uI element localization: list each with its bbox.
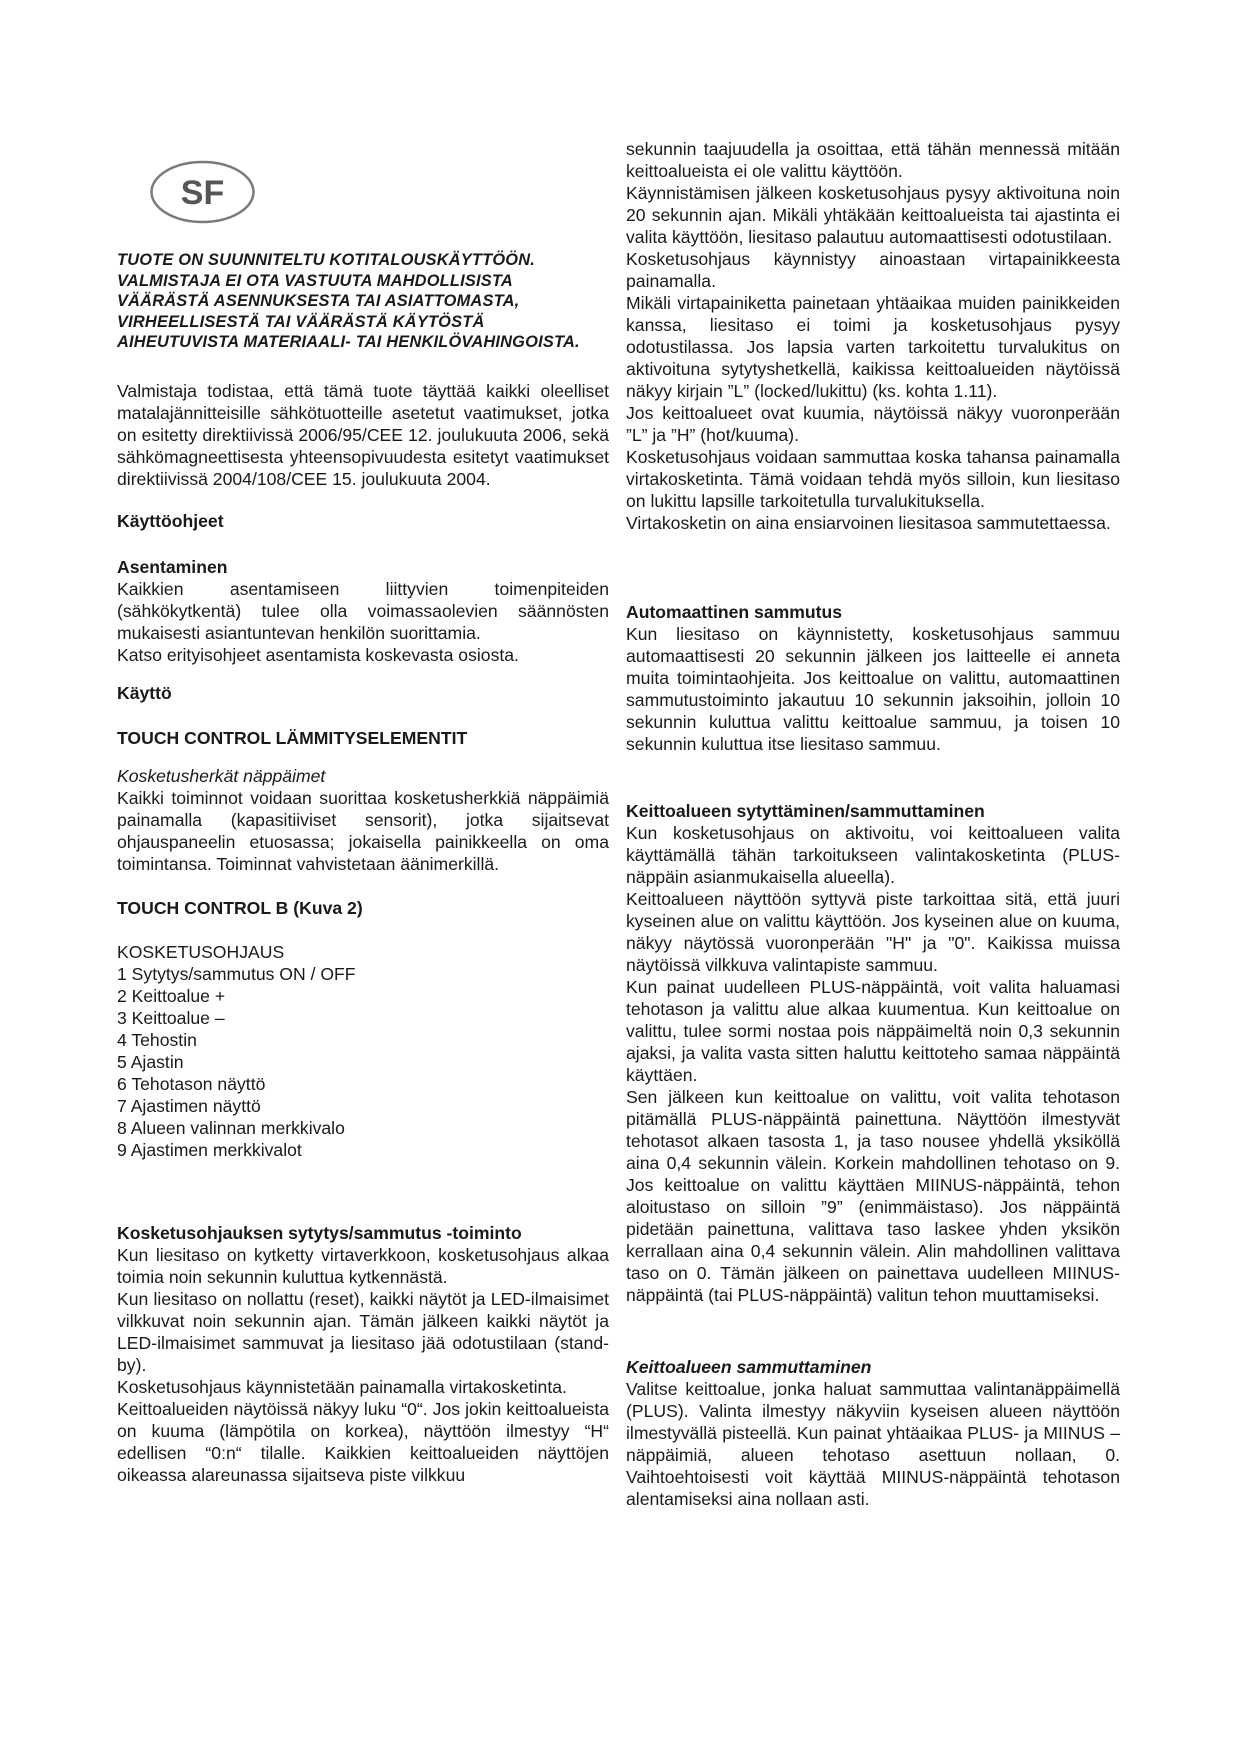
onoff-paragraph-4: Keittoalueiden näytöissä näkyy luku “0“. Jos jokin keittoalueista on kuuma (lämpötila on korkea), näyttöön ilmestyy “H“ edellisen “0:n“ tilalle. Kaikkien keittoalueiden näyttöjen oikeassa alareunassa sijaitseva piste vilkkuu (117, 1399, 609, 1485)
heading-onoff: Kosketusohjauksen sytytys/sammutus -toiminto (117, 1223, 522, 1243)
heading-zone-off: Keittoalueen sammuttaminen (626, 1357, 872, 1377)
zone-off-text: Valitse keittoalue, jonka haluat sammuttaa valintanäppäimellä (PLUS). Valinta ilmestyy näkyviin kyseisen alueen näyttöön ilmestyvällä pisteellä. Kun painat yhtäaikaa PLUS- ja MIINUS –näppäimiä, alueen tehotaso asettuun nollaan, 0. Vaihtoehtoisesti voit käyttää MIINUS-näppäintä tehotason alentamiseksi aina nollaan asti. (626, 1379, 1120, 1509)
warning-line-1: TUOTE ON SUUNNITELTU KOTITALOUSKÄYTTÖÖN. (117, 251, 536, 269)
heading-kayttoohjeet: Käyttöohjeet (117, 511, 224, 531)
intro-paragraph (117, 380, 609, 490)
warning-line-2: VALMISTAJA EI OTA VASTUUTA MAHDOLLISISTA (117, 271, 513, 290)
standby-paragraph-3: Kosketusohjaus käynnistyy ainoastaan virtapainikkeesta painamalla. (626, 249, 1120, 291)
onoff-paragraph-2: Kun liesitaso on nollattu (reset), kaikki näytöt ja LED-ilmaisimet vilkkuvat noin sekunnin ajan. Tämän jälkeen kaikki näytöt ja LED-ilmaisimet sammuvat ja liesitaso jää odotustilaan (stand-by). (117, 1289, 609, 1375)
list-item: 6 Tehotason näyttö (117, 1074, 266, 1094)
section-standby (626, 138, 1120, 534)
intro-text: Valmistaja todistaa, että tämä tuote täyttää kaikki oleelliset matalajännitteisille sähkötuotteille asetetut vaatimukset, jotka on esitetty direktiivissä 2006/95/CEE 12. joulukuuta 2006, sekä sähkömagneettisesta yhteensopivuudesta esitetyt vaatimukset direktiivissä 2004/108/CEE 15. joulukuuta 2004. (117, 381, 609, 489)
list-item: 2 Keittoalue + (117, 986, 226, 1006)
heading-touch-b: TOUCH CONTROL B (Kuva 2) (117, 898, 363, 918)
section-asentaminen (117, 556, 609, 666)
zone-paragraph-3: Kun painat uudelleen PLUS-näppäintä, voit valita haluamasi tehotason ja valittu alue alkaa kuumentua. Kun keittoalue on valittu, tulee sormi nostaa pois näppäimeltä noin 0,3 sekunnin ajaksi, ja valita vasta sitten haluttu keittoteho samaa näppäintä käyttäen. (626, 977, 1120, 1085)
list-item: 9 Ajastimen merkkivalot (117, 1140, 302, 1160)
list-item: 1 Sytytys/sammutus ON / OFF (117, 964, 356, 984)
section-auto-off (626, 601, 1120, 755)
zone-paragraph-2: Keittoalueen näyttöön syttyvä piste tarkoittaa sitä, että juuri kyseinen alue on valittu käyttöön. Jos kyseinen alue on kuuma, näkyy näytössä vuoronperään "H" ja "0". Kaikissa muissa näytöissä vilkkuva valintapiste sammuu. (626, 889, 1120, 975)
sf-logo-text: SF (180, 174, 225, 212)
section-control-list (117, 941, 609, 1161)
list-item: 8 Alueen valinnan merkkivalo (117, 1118, 345, 1138)
asentaminen-note: Katso erityisohjeet asentamista koskevasta osiosta. (117, 645, 519, 665)
standby-paragraph-7: Virtakosketin on aina ensiarvoinen liesitasoa sammutettaessa. (626, 513, 1111, 533)
heading-touch-elements: TOUCH CONTROL LÄMMITYSELEMENTIT (117, 728, 468, 748)
heading-auto-off: Automaattinen sammutus (626, 602, 843, 622)
standby-paragraph-5: Jos keittoalueet ovat kuumia, näytöissä näkyy vuoronperään ”L” ja ”H” (hot/kuuma). (626, 403, 1120, 445)
section-kayttoohjeet (117, 510, 609, 532)
standby-paragraph-1: sekunnin taajuudella ja osoittaa, että tähän mennessä mitään keittoalueista ei ole valittu käyttöön. (626, 139, 1120, 181)
auto-off-text: Kun liesitaso on käynnistetty, kosketusohjaus sammuu automaattisesti 20 sekunnin jälkeen jos laitteelle ei anneta muita toimintaohjeita. Jos keittoalue on valittu, automaattinen sammutustoiminto jakautuu 10 sekunnin jaksoihin, jolloin 10 sekunnin kuluttua valittu keittoalue sammuu, ja toisen 10 sekunnin kuluttua itse liesitaso sammuu. (626, 624, 1120, 754)
asentaminen-text: Kaikkien asentamiseen liittyvien toimenpiteiden (sähkökytkentä) tulee olla voimassaolevien säännösten mukaisesti asiantuntevan henkilön suorittamia. (117, 579, 609, 643)
section-touch-b (117, 897, 609, 919)
standby-paragraph-6: Kosketusohjaus voidaan sammuttaa koska tahansa painamalla virtakosketinta. Tämä voidaan tehdä myös silloin, kun liesitaso on lukittu lapsille tarkoitetulla turvalukituksella. (626, 447, 1120, 511)
section-zone-on-off (626, 800, 1120, 1306)
warning-line-5: AIHEUTUVISTA MATERIAALI- TAI HENKILÖVAHINGOISTA. (117, 333, 580, 351)
sf-logo-icon (149, 159, 256, 225)
control-list (117, 963, 609, 1161)
standby-paragraph-4: Mikäli virtapainiketta painetaan yhtäaikaa muiden painikkeiden kanssa, liesitaso ei toimi ja kosketusohjaus pysyy odotustilassa. Jos lapsia varten tarkoitettu turvalukitus on aktivoituna sytytyshetkellä, kaikissa keittoalueiden näytöissä näkyy kirjain ”L” (locked/lukittu) (ks. kohta 1.11). (626, 293, 1120, 401)
list-item: 5 Ajastin (117, 1052, 184, 1072)
zone-paragraph-1: Kun kosketusohjaus on aktivoitu, voi keittoalueen valita käyttämällä tähän tarkoitukseen valintakosketinta (PLUS-näppäin asianmukaisella alueella). (626, 823, 1120, 887)
onoff-paragraph-1: Kun liesitaso on kytketty virtaverkkoon, kosketusohjaus alkaa toimia noin sekunnin kuluttua kytkennästä. (117, 1245, 609, 1287)
keys-text: Kaikki toiminnot voidaan suorittaa kosketusherkkiä näppäimiä painamalla (kapasitiiviset sensorit), jotka sijaitsevat ohjauspaneelin etuosassa; jokaisella painikkeella on oma toimintansa. Toiminnat vahvistetaan äänimerkillä. (117, 788, 609, 874)
control-list-title: KOSKETUSOHJAUS (117, 942, 285, 962)
onoff-paragraph-3: Kosketusohjaus käynnistetään painamalla virtakosketinta. (117, 1377, 567, 1397)
safety-warning (117, 250, 609, 353)
section-zone-off (626, 1356, 1120, 1510)
section-keys (117, 765, 609, 875)
list-item: 7 Ajastimen näyttö (117, 1096, 261, 1116)
section-touch-elements (117, 727, 609, 749)
zone-paragraph-4: Sen jälkeen kun keittoalue on valittu, voit valita tehotason pitämällä PLUS-näppäintä painettuna. Näyttöön ilmestyvät tehotasot alkaen tasosta 1, ja taso nousee yhdellä yksiköllä aina 0,4 sekunnin välein. Korkein mahdollinen tehotaso on 9. Jos keittoalue on valittu käyttäen MIINUS-näppäintä, tehon aloitustaso on silloin ”9” (enimmäistaso). Jos näppäintä pidetään painettuna, valittava taso laskee yhden yksikön kerrallaan aina 0,4 sekunnin välein. Alin mahdollinen valittava taso on 0. Tämän jälkeen on painettava uudelleen MIINUS-näppäintä (tai PLUS-näppäintä) valitun tehon muuttamiseksi. (626, 1087, 1120, 1305)
warning-line-4: VIRHEELLISESTÄ TAI VÄÄRÄSTÄ KÄYTÖSTÄ (117, 312, 485, 331)
list-item: 3 Keittoalue – (117, 1008, 225, 1028)
heading-asentaminen: Asentaminen (117, 557, 228, 577)
keys-subtitle: Kosketusherkät näppäimet (117, 766, 326, 786)
standby-paragraph-2: Käynnistämisen jälkeen kosketusohjaus pysyy aktivoituna noin 20 sekunnin ajan. Mikäli yhtäkään keittoalueista tai ajastinta ei valita käyttöön, liesitaso palautuu automaattisesti odotustilaan. (626, 183, 1120, 247)
list-item: 4 Tehostin (117, 1030, 197, 1050)
heading-kaytto: Käyttö (117, 683, 172, 703)
heading-zone-on-off: Keittoalueen sytyttäminen/sammuttaminen (626, 801, 985, 821)
language-badge-sf (149, 159, 256, 225)
section-kaytto (117, 682, 609, 704)
warning-line-3: VÄÄRÄSTÄ ASENNUKSESTA TAI ASIATTOMASTA, (117, 292, 520, 310)
section-onoff (117, 1222, 609, 1486)
